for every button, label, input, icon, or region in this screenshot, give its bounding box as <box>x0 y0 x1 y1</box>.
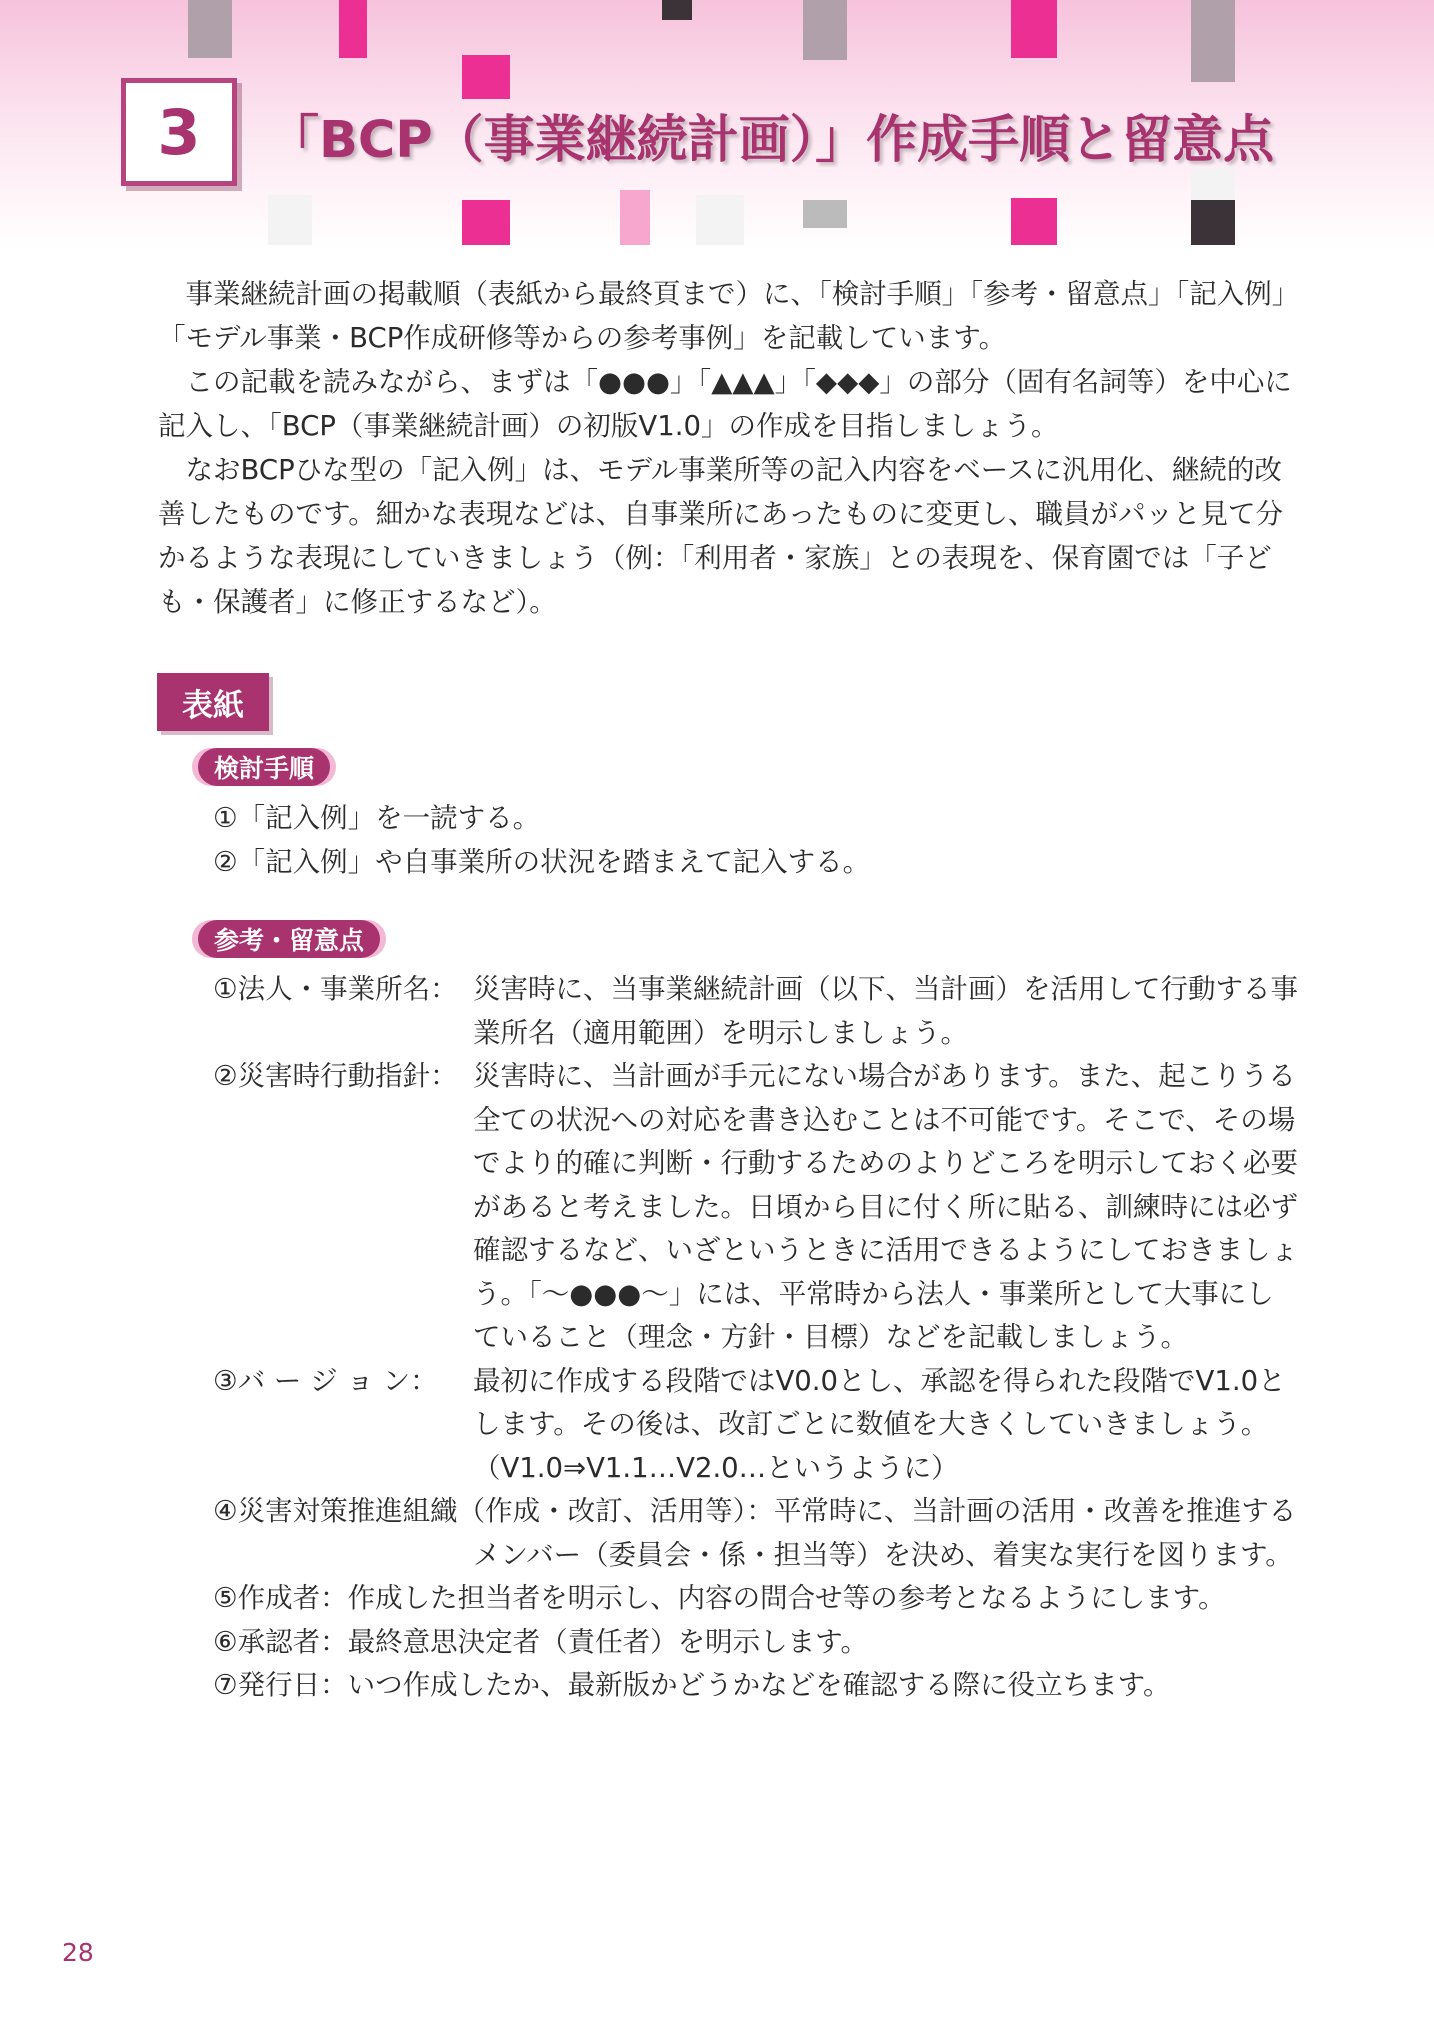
procedure-step: ①「記入例」を一読する。 <box>213 802 541 834</box>
notes-list <box>213 968 1298 1708</box>
note-text: 災害時に、当事業継続計画（以下、当計画）を活用して行動する事業所名（適用範囲）を明示しましょう。 <box>473 973 1298 1049</box>
note-label: ⑥承認者： <box>213 1625 348 1658</box>
note-text: 最初に作成する段階ではV0.0とし、承認を得られた段階でV1.0とします。その後は、改訂ごとに数値を大きくしていきましょう。（V1.0⇒V1.1…V2.0…というように） <box>473 1364 1286 1484</box>
decorative-bar <box>803 0 847 60</box>
note-label: ①法人・事業所名： <box>213 973 458 1005</box>
chapter-number: 3 <box>157 95 201 169</box>
decorative-bar <box>620 190 650 245</box>
decorative-bar <box>1191 0 1235 82</box>
intro-text <box>158 272 1298 624</box>
decorative-bar <box>1191 200 1235 245</box>
notes-header: 参考・留意点 <box>198 920 380 958</box>
procedure-header: 検討手順 <box>198 748 330 786</box>
page-number: 28 <box>62 1938 94 1967</box>
decorative-bar <box>803 200 847 228</box>
intro-paragraph: 事業継続計画の掲載順（表紙から最終頁まで）に、「検討手順」「参考・留意点」「記入例」「モデル事業・BCP作成研修等からの参考事例」を記載しています。 <box>158 278 1286 354</box>
note-text: 最終意思決定者（責任者）を明示します。 <box>347 1625 868 1658</box>
decorative-bar <box>662 0 692 20</box>
intro-paragraph: なおBCPひな型の「記入例」は、モデル事業所等の記入内容をベースに汎用化、継続的改善したものです。細かな表現などは、自事業所にあったものに変更し、職員がパッと見て分かるような表現にしていきましょう（例：「利用者・家族」との表現を、保育園では「子ども・保護者」に修正するなど）。 <box>158 454 1284 618</box>
note-label: ②災害時行動指針： <box>213 1060 458 1092</box>
note-item <box>213 1577 1298 1621</box>
note-item <box>213 1055 1298 1360</box>
decorative-bar <box>339 0 367 58</box>
note-label: ④災害対策推進組織（作成・改訂、活用等）： <box>213 1495 774 1527</box>
intro-paragraph: この記載を読みながら、まずは「●●●」「▲▲▲」「◆◆◆」の部分（固有名詞等）を中心に記入し、「BCP（事業継続計画）の初版V1.0」の作成を目指しましょう。 <box>158 366 1292 442</box>
decorative-bar <box>1011 198 1057 245</box>
note-item <box>213 1664 1298 1708</box>
chapter-number-box <box>121 78 237 186</box>
chapter-title: 「BCP（事業継続計画）」作成手順と留意点 <box>268 111 1275 170</box>
section-header-cover: 表紙 <box>157 673 269 731</box>
note-item <box>213 1360 1298 1491</box>
note-item <box>213 968 1298 1055</box>
decorative-bar <box>1191 168 1235 200</box>
note-item <box>213 1490 1298 1577</box>
note-item <box>213 1621 1298 1665</box>
decorative-bar <box>268 195 312 245</box>
note-label: ⑤作成者： <box>213 1582 348 1614</box>
decorative-bar <box>1011 0 1057 58</box>
note-text: 作成した担当者を明示し、内容の問合せ等の参考となるようにします。 <box>347 1582 1226 1614</box>
decorative-bar <box>696 195 744 245</box>
note-text: いつ作成したか、最新版かどうかなどを確認する際に役立ちます。 <box>347 1669 1171 1701</box>
note-text: 災害時に、当計画が手元にない場合があります。また、起こりうる全ての状況への対応を書き込むことは不可能です。そこで、その場でより的確に判断・行動するためのよりどころを明示しておく必要があると考えました。日頃から目に付く所に貼る、訓練時には必ず確認するなど、いざというときに活用できるようにしておきましょう。「～●●●～」には、平常時から法人・事業所として大事にしていること（理念・方針・目標）などを記載しましょう。 <box>473 1060 1298 1353</box>
procedure-step: ②「記入例」や自事業所の状況を踏まえて記入する。 <box>213 846 871 878</box>
decorative-bar <box>462 55 510 99</box>
note-label: ③バ ー ジ ョ ン： <box>213 1364 438 1397</box>
note-label: ⑦発行日： <box>213 1669 348 1701</box>
procedure-steps <box>213 796 870 884</box>
note-text: 平常時に、当計画の活用・改善を推進するメンバー（委員会・係・担当等）を決め、着実な実行を図ります。 <box>473 1495 1297 1571</box>
decorative-bar <box>462 200 510 245</box>
decorative-bar <box>188 0 232 58</box>
